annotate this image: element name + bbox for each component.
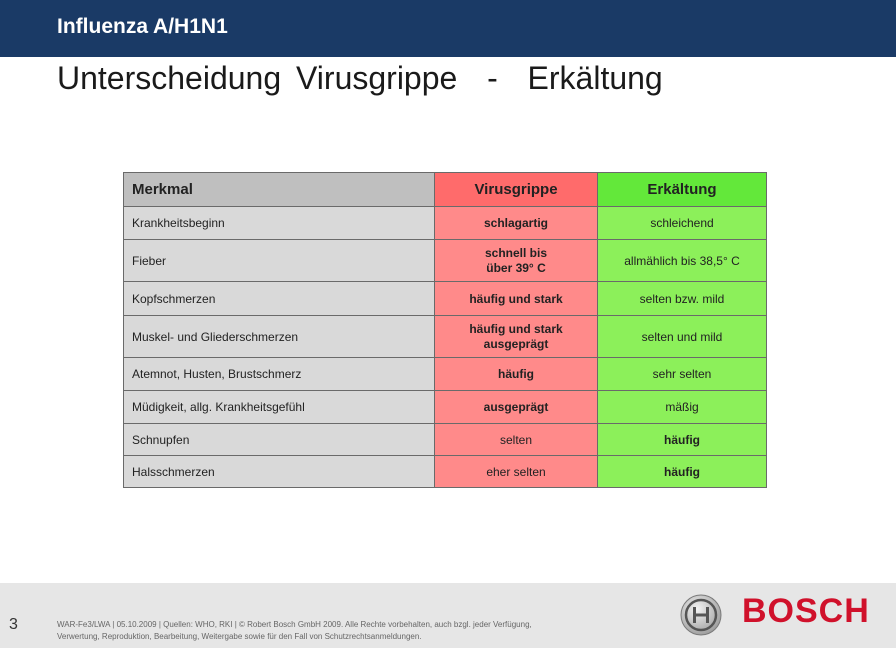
copyright-line: Verwertung, Reproduktion, Bearbeitung, Weitergabe sowie für den Fall von Schutzrechtsanmeldungen.: [57, 632, 422, 641]
cell-line: häufig und stark: [469, 321, 563, 336]
table-row: [124, 424, 767, 456]
cell-merkmal: Krankheitsbeginn: [124, 207, 435, 240]
table-row: [124, 456, 767, 488]
copyright-line: WAR-Fe3/LWA | 05.10.2009 | Quellen: WHO, RKI | © Robert Bosch GmbH 2009. Alle Rechte vorbehalten, auch bzgl. jeder Verfügung,: [57, 620, 532, 629]
bosch-armature-logo-icon: [680, 594, 722, 636]
page-number: 3: [9, 616, 18, 633]
section-title: Influenza A/H1N1: [57, 15, 228, 38]
cell-erkaeltung: selten und mild: [598, 316, 767, 358]
table-row: [124, 282, 767, 316]
comparison-table: [123, 172, 767, 488]
cell-virusgrippe: [435, 240, 598, 282]
cell-virusgrippe: häufig: [435, 358, 598, 391]
cell-merkmal: Fieber: [124, 240, 435, 282]
table-row: [124, 391, 767, 424]
cell-merkmal: Schnupfen: [124, 424, 435, 456]
table-row: [124, 207, 767, 240]
copyright-notice: [57, 619, 657, 643]
cell-erkaeltung: häufig: [598, 424, 767, 456]
bosch-wordmark: BOSCH: [742, 592, 870, 630]
column-header-virusgrippe: Virusgrippe: [435, 173, 598, 207]
cell-line: über 39° C: [486, 260, 546, 275]
table-row: [124, 358, 767, 391]
cell-erkaeltung: schleichend: [598, 207, 767, 240]
cell-erkaeltung: allmählich bis 38,5° C: [598, 240, 767, 282]
cell-merkmal: Muskel- und Gliederschmerzen: [124, 316, 435, 358]
cell-erkaeltung: häufig: [598, 456, 767, 488]
cell-merkmal: Kopfschmerzen: [124, 282, 435, 316]
column-header-erkaeltung: Erkältung: [598, 173, 767, 207]
cell-virusgrippe: [435, 316, 598, 358]
cell-virusgrippe: selten: [435, 424, 598, 456]
table-row: [124, 240, 767, 282]
cell-erkaeltung: sehr selten: [598, 358, 767, 391]
cell-line: schnell bis: [484, 245, 548, 260]
cell-virusgrippe: ausgeprägt: [435, 391, 598, 424]
cell-erkaeltung: selten bzw. mild: [598, 282, 767, 316]
table-header-row: [124, 173, 767, 207]
cell-merkmal: Atemnot, Husten, Brustschmerz: [124, 358, 435, 391]
header-bar: [0, 0, 896, 57]
cell-merkmal: Halsschmerzen: [124, 456, 435, 488]
column-header-merkmal: Merkmal: [124, 173, 435, 207]
page-title: Unterscheidung Virusgrippe - Erkältung: [57, 60, 663, 96]
cell-erkaeltung: mäßig: [598, 391, 767, 424]
cell-virusgrippe: häufig und stark: [435, 282, 598, 316]
cell-virusgrippe: eher selten: [435, 456, 598, 488]
cell-line: ausgeprägt: [483, 336, 549, 351]
cell-virusgrippe: schlagartig: [435, 207, 598, 240]
table-row: [124, 316, 767, 358]
cell-merkmal: Müdigkeit, allg. Krankheitsgefühl: [124, 391, 435, 424]
